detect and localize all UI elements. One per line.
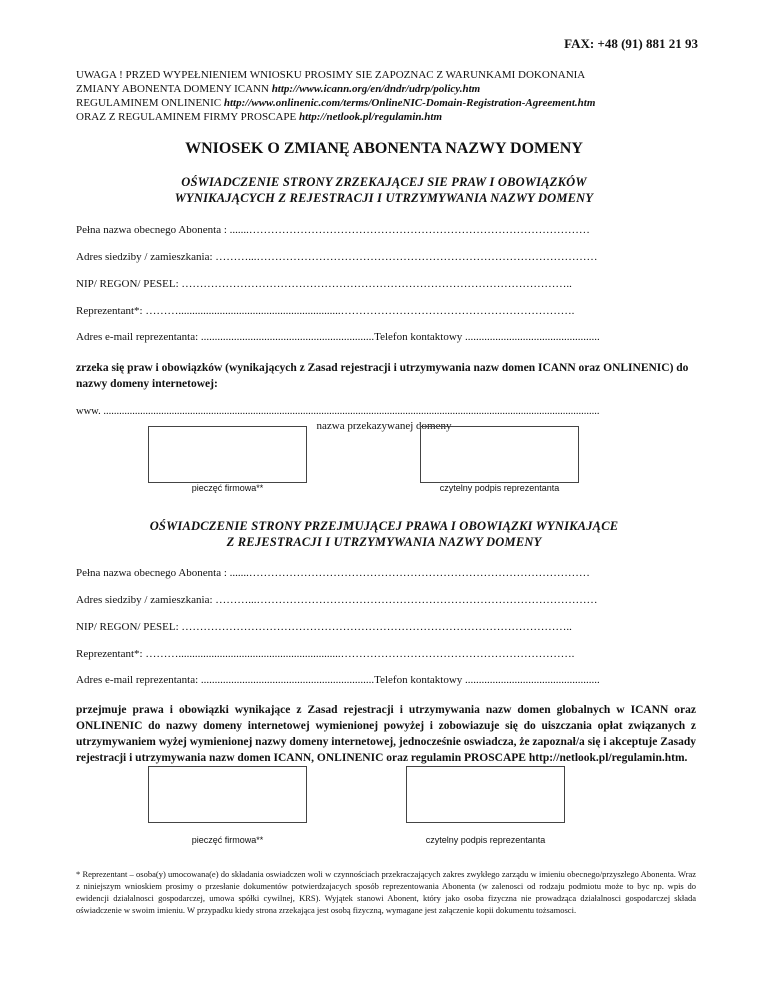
domain-caption: nazwa przekazywanej domeny xyxy=(316,420,452,432)
notice-line-2 xyxy=(76,82,595,96)
s2-email-phone-field[interactable]: Adres e-mail reprezentanta: ...............................................................Telefon kontaktowy ................................................. xyxy=(76,674,600,686)
notice-line-3 xyxy=(76,96,595,110)
section1-heading-line1: OŚWIADCZENIE STRONY ZRZEKAJĄCEJ SIE PRAW I OBOWIĄZKÓW xyxy=(181,175,587,189)
footnote: * Reprezentant – osoba(y) umocowana(e) do składania oswiadczen woli w czynnościach przekraczających zakres zwykłego zarządu w imieniu obecnego/przyszłego Abonenta. Wraz z niniejszym wnioskiem prosimy o przesłanie dokumentów potwierdzajacych sposób reprezentowania Abonenta (w zalenosci od rodzaju podmiotu może to byc np. wpis do ewidencji działalnosci gospodarczej, umowa spółki cywilnej, KRS). Wyjątek stanowi Abonent, który jako osoba fizyczna nie prowadząca działalnosci gospodarczej składa oświadczenie w swoim imieniu. W przypadku kiedy strona zrzekająca jest osobą fizyczną, wymagane jest załączenie kopii dokumentu tożsamosci. xyxy=(76,869,696,915)
s1-nip-field[interactable]: NIP/ REGON/ PESEL: …………………………………………………………………………………………….. xyxy=(76,278,572,290)
icann-policy-link[interactable]: http://www.icann.org/en/dndr/udrp/policy.htm xyxy=(271,83,481,95)
s2-stamp-box[interactable] xyxy=(148,766,307,823)
s2-statement: przejmuje prawa i obowiązki wynikające z Zasad rejestracji i utrzymywania nazw domen globalnych w ICANN oraz ONLINENIC do nazwy domeny internetowej wymienionej powyżej i zobowiazuje się do uiszczania opłat związanych z utrzymywaniem wyżej wymienionej nazwy domeny internetowej, jednocześnie oswiadcza, że zapoznał/a się i akceptuje Zasady rejestracji i utrzymywania nazw domen ICANN, ONLINENIC oraz regulamin PROSCAPE http://netlook.pl/regulamin.htm. xyxy=(76,704,696,764)
section2-heading-line1: OŚWIADCZENIE STRONY PRZEJMUJĄCEJ PRAWA I OBOWIĄZKI WYNIKAJĄCE xyxy=(149,519,619,533)
s2-signature-box[interactable] xyxy=(406,766,565,823)
s1-stamp-caption: pieczęć firmowa** xyxy=(191,483,264,493)
section2-heading xyxy=(0,518,768,550)
s1-address-field[interactable]: Adres siedziby / zamieszkania: ………...………………………………………………………………………………… xyxy=(76,251,598,263)
s1-signature-caption: czytelny podpis reprezentanta xyxy=(439,483,560,493)
s2-name-field[interactable]: Pełna nazwa obecnego Abonenta : .......………………………………………………………………………………… xyxy=(76,567,590,579)
section1-heading xyxy=(0,174,768,206)
section1-heading-line2: WYNIKAJĄCYCH Z REJESTRACJI I UTRZYMYWANIA NAZWY DOMENY xyxy=(174,191,594,205)
s1-statement: zrzeka się praw i obowiązków (wynikających z Zasad rejestracji i utrzymywania nazw domen ICANN oraz ONLINENIC) do nazwy domeny internetowej: xyxy=(76,362,689,390)
s1-stamp-box[interactable] xyxy=(148,426,307,483)
s2-address-field[interactable]: Adres siedziby / zamieszkania: ………...………………………………………………………………………………… xyxy=(76,594,598,606)
section2-heading-line2: Z REJESTRACJI I UTRZYMYWANIA NAZWY DOMENY xyxy=(226,535,542,549)
s1-representative-field[interactable]: Reprezentant*: ………...........................................................………………………………………………………. xyxy=(76,305,575,317)
s2-stamp-caption: pieczęć firmowa** xyxy=(191,835,264,845)
s1-name-field[interactable]: Pełna nazwa obecnego Abonenta : .......………………………………………………………………………………… xyxy=(76,224,590,236)
form-title: WNIOSEK O ZMIANĘ ABONENTA NAZWY DOMENY xyxy=(185,140,583,157)
notice-text: ZMIANY ABONENTA DOMENY ICANN xyxy=(76,83,272,95)
proscape-regulamin-link[interactable]: http://netlook.pl/regulamin.htm xyxy=(298,111,443,123)
fax-number: FAX: +48 (91) 881 21 93 xyxy=(564,36,698,51)
notice-text: ORAZ Z REGULAMINEM FIRMY PROSCAPE xyxy=(76,111,299,123)
notice-line-1: UWAGA ! PRZED WYPEŁNIENIEM WNIOSKU PROSIMY SIE ZAPOZNAC Z WARUNKAMI DOKONANIA xyxy=(76,69,586,81)
notice-text: REGULAMINEM ONLINENIC xyxy=(76,97,224,109)
s2-nip-field[interactable]: NIP/ REGON/ PESEL: …………………………………………………………………………………………….. xyxy=(76,621,572,633)
onlinenic-terms-link[interactable]: http://www.onlinenic.com/terms/OnlineNIC-Domain-Registration-Agreement.htm xyxy=(223,97,596,109)
s1-email-phone-field[interactable]: Adres e-mail reprezentanta: ...............................................................Telefon kontaktowy ................................................. xyxy=(76,331,600,343)
notice-block xyxy=(76,68,595,124)
domain-name-field[interactable]: www. ............................................................................................................................................................................................. xyxy=(76,406,600,417)
s1-signature-box[interactable] xyxy=(420,426,579,483)
s2-signature-caption: czytelny podpis reprezentanta xyxy=(425,835,546,845)
s2-representative-field[interactable]: Reprezentant*: ………...........................................................………………………………………………………. xyxy=(76,648,575,660)
notice-line-4 xyxy=(76,110,595,124)
